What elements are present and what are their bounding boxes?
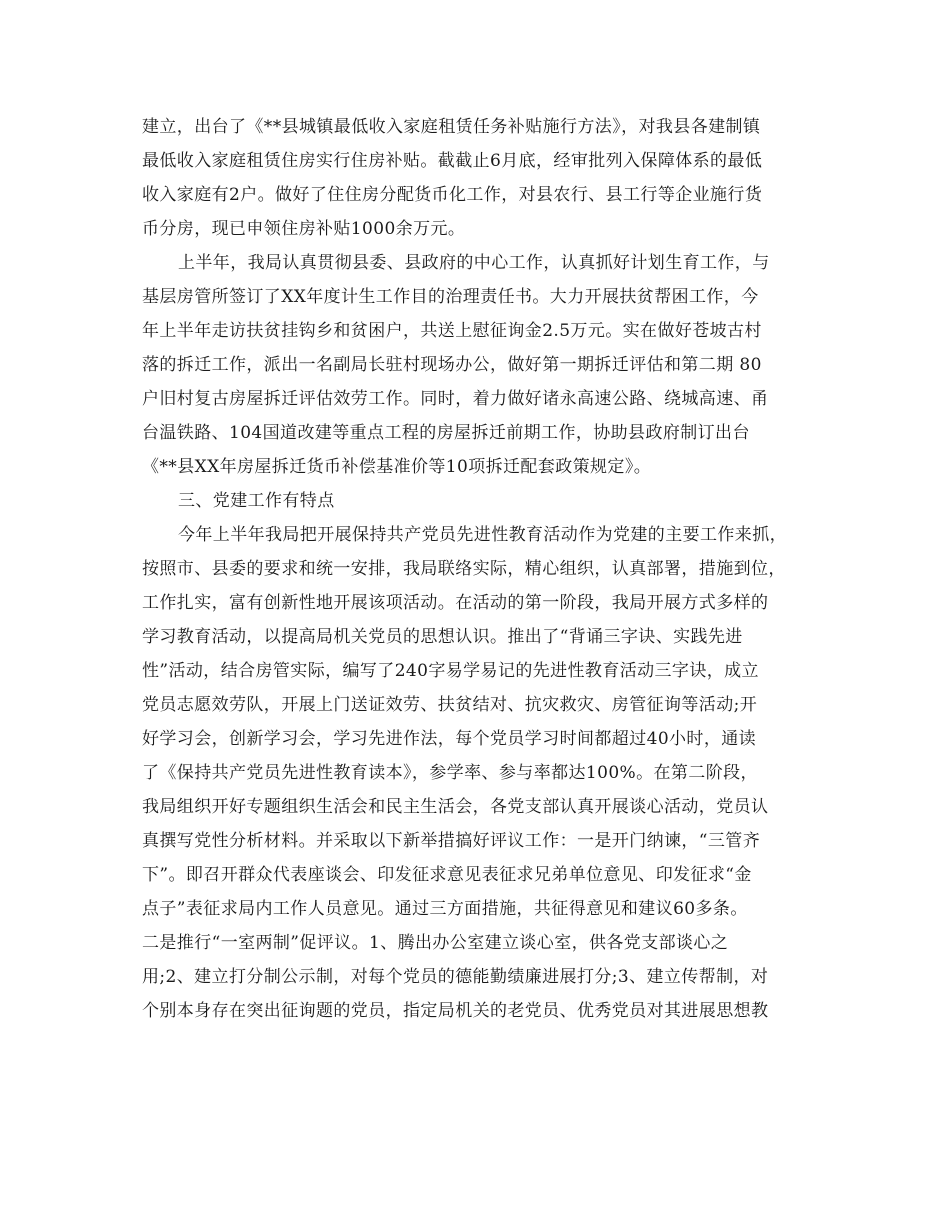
text-line-24: 点子”表征求局内工作人员意见。通过三方面措施，共征得意见和建议60多条。 [142, 899, 748, 919]
text-line-4: 币分房，现已申领住房补贴1000余万元。 [142, 219, 466, 239]
text-line-11: 《**县XX年房屋拆迁货币补偿基准价等10项拆迁配套政策规定》。 [142, 457, 652, 477]
text-line-25: 二是推行“一室两制”促评议。1、腾出办公室建立谈心室，供各党支部谈心之 [142, 933, 729, 953]
text-line-6: 基层房管所签订了XX年度计生工作目的治理责任书。大力开展扶贫帮困工作，今 [142, 287, 759, 307]
text-line-20: 了《保持共产党员先进性教育读本》，参学率、参与率都达100%。在第二阶段， [142, 763, 758, 783]
paragraph-2-line-1: 上半年，我局认真贯彻县委、县政府的中心工作，认真抓好计划生育工作，与 [178, 253, 770, 273]
text-line-15: 工作扎实，富有创新性地开展该项活动。在活动的第一阶段，我局开展方式多样的 [142, 593, 769, 613]
text-line-23: 下”。即召开群众代表座谈会、印发征求意见表征求兄弟单位意见、印发征求“金 [142, 865, 752, 885]
text-line-14: 按照市、县委的要求和统一安排，我局联络实际，精心组织，认真部署，措施到位， [142, 559, 786, 579]
text-line-2: 最低收入家庭租赁住房实行住房补贴。截截止6月底，经审批列入保障体系的最低 [142, 151, 763, 171]
text-line-9: 户旧村复古房屋拆迁评估效劳工作。同时，着力做好诸永高速公路、绕城高速、甬 [142, 389, 769, 409]
section-heading: 三、党建工作有特点 [178, 491, 335, 511]
text-line-26: 用;2、建立打分制公示制，对每个党员的德能勤绩廉进展打分;3、建立传帮制，对 [142, 967, 769, 987]
text-line-10: 台温铁路、104国道改建等重点工程的房屋拆迁前期工作，协助县政府制订出台 [142, 423, 750, 443]
paragraph-3-line-1: 今年上半年我局把开展保持共产党员先进性教育活动作为党建的主要工作来抓， [178, 525, 787, 545]
text-line-21: 我局组织开好专题组织生活会和民主生活会，各党支部认真开展谈心活动，党员认 [142, 797, 769, 817]
text-line-22: 真撰写党性分析材料。并采取以下新举措搞好评议工作：一是开门纳谏，“三管齐 [142, 831, 761, 851]
text-line-19: 好学习会，创新学习会，学习先进作法，每个党员学习时间都超过40小时，通读 [142, 729, 757, 749]
text-line-27: 个别本身存在突出征询题的党员，指定局机关的老党员、优秀党员对其进展思想教 [142, 1001, 769, 1021]
text-line-8: 落的拆迁工作，派出一名副局长驻村现场办公，做好第一期拆迁评估和第二期 80 [142, 355, 762, 375]
text-line-16: 学习教育活动，以提高局机关党员的思想认识。推出了“背诵三字诀、实践先进 [142, 627, 743, 647]
text-line-17: 性”活动，结合房管实际，编写了240字易学易记的先进性教育活动三字诀，成立 [142, 661, 759, 681]
text-line-7: 年上半年走访扶贫挂钩乡和贫困户，共送上慰征询金2.5万元。实在做好苍坡古村 [142, 321, 762, 341]
text-line-18: 党员志愿效劳队，开展上门送证效劳、扶贫结对、抗灾救灾、房管征询等活动;开 [142, 695, 758, 715]
text-line-1: 建立，出台了《**县城镇最低收入家庭租赁任务补贴施行方法》，对我县各建制镇 [142, 117, 761, 137]
text-line-3: 收入家庭有2户。做好了住住房分配货币化工作，对县农行、县工行等企业施行货 [142, 185, 763, 205]
